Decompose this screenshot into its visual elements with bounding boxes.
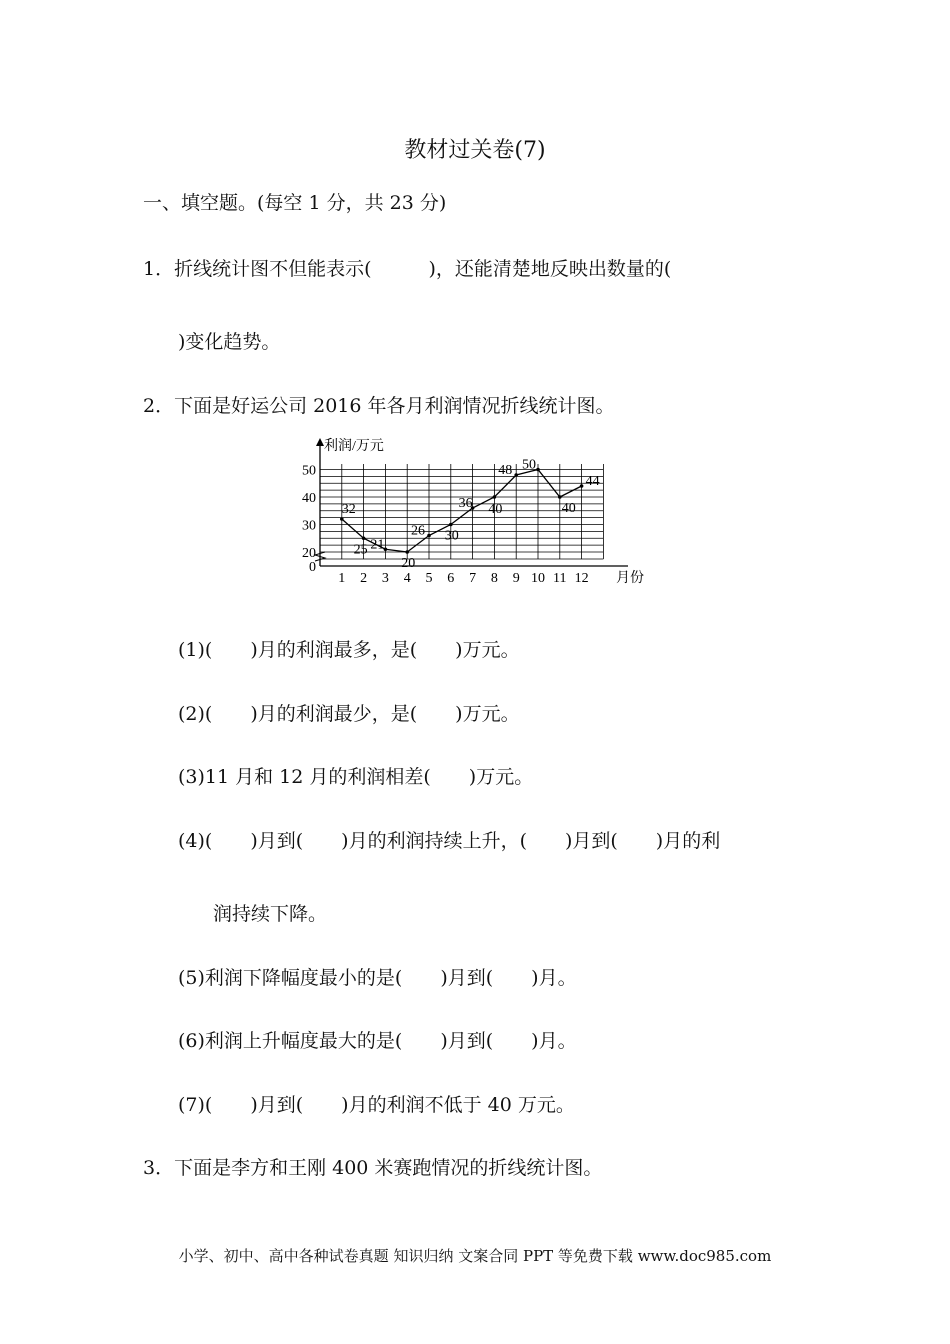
x-tick-label: 1: [338, 571, 346, 586]
x-tick-label: 12: [574, 571, 589, 586]
y-tick-label: 50: [302, 463, 316, 479]
x-tick-label: 6: [447, 571, 455, 586]
question-2-sub-5: (5)利润下降幅度最小的是( )月到( )月。: [178, 967, 577, 989]
x-tick-label: 10: [531, 571, 545, 586]
data-label: 40: [488, 502, 503, 517]
x-tick-label: 3: [381, 571, 389, 586]
data-point: [580, 484, 584, 488]
data-point: [405, 550, 409, 554]
data-label: 32: [341, 502, 356, 517]
x-axis-label: 月份: [616, 571, 644, 586]
y-axis-arrow: [316, 438, 324, 446]
data-point: [362, 536, 366, 540]
x-tick-label: 7: [469, 571, 477, 586]
question-2-sub-4-line-2: 润持续下降。: [213, 903, 328, 925]
question-1-line-2: )变化趋势。: [178, 331, 281, 353]
data-label: 50: [522, 457, 536, 473]
question-2-sub-7: (7)( )月到( )月的利润不低于 40 万元。: [178, 1094, 575, 1116]
data-label: 20: [401, 556, 416, 571]
x-tick-label: 11: [553, 571, 567, 586]
x-tick-label: 4: [403, 571, 411, 586]
data-label: 25: [353, 542, 368, 558]
data-point: [427, 534, 431, 538]
data-label: 21: [370, 537, 385, 553]
data-label: 40: [561, 501, 576, 516]
data-point: [514, 473, 518, 477]
y-tick-label: 0: [309, 560, 316, 575]
question-2-intro: 2．下面是好运公司 2016 年各月利润情况折线统计图。: [143, 395, 615, 417]
data-label: 48: [498, 463, 513, 478]
data-label: 44: [585, 474, 600, 489]
question-3-intro: 3．下面是李方和王刚 400 米赛跑情况的折线统计图。: [143, 1157, 603, 1179]
y-tick-label: 40: [302, 491, 316, 506]
data-point: [340, 517, 344, 521]
question-2-sub-2: (2)( )月的利润最少，是( )万元。: [178, 703, 520, 725]
y-tick-label: 20: [302, 546, 316, 561]
page-footer: 小学、初中、高中各种试卷真题 知识归纳 文案合同 PPT 等免费下载 www.doc985.com: [178, 1247, 772, 1265]
data-point: [449, 523, 453, 527]
question-2-sub-3: (3)11 月和 12 月的利润相差( )万元。: [178, 766, 534, 788]
question-2-sub-6: (6)利润上升幅度最大的是( )月到( )月。: [178, 1030, 577, 1052]
section-heading: 一、填空题。(每空 1 分，共 23 分): [143, 192, 447, 214]
page-title: 教材过关卷(7): [404, 138, 546, 163]
x-tick-label: 9: [512, 571, 520, 586]
question-2-sub-4-line-1: (4)( )月到( )月的利润持续上升，( )月到( )月的利: [178, 830, 721, 852]
data-point: [558, 495, 562, 499]
data-point: [536, 468, 540, 472]
y-axis-label: 利润/万元: [324, 439, 384, 454]
question-2-sub-1: (1)( )月的利润最多，是( )万元。: [178, 639, 520, 661]
x-tick-label: 2: [360, 571, 368, 586]
y-tick-label: 30: [302, 518, 316, 534]
data-point: [493, 495, 497, 499]
profit-line-chart: [290, 432, 670, 592]
x-tick-label: 8: [490, 571, 498, 586]
x-tick-label: 5: [425, 571, 433, 586]
question-1-line-1: 1．折线统计图不但能表示( )，还能清楚地反映出数量的(: [143, 258, 672, 280]
data-label: 30: [444, 528, 459, 544]
data-label: 26: [411, 523, 425, 539]
axis-break-mark: [315, 552, 325, 561]
data-label: 36: [458, 496, 473, 511]
